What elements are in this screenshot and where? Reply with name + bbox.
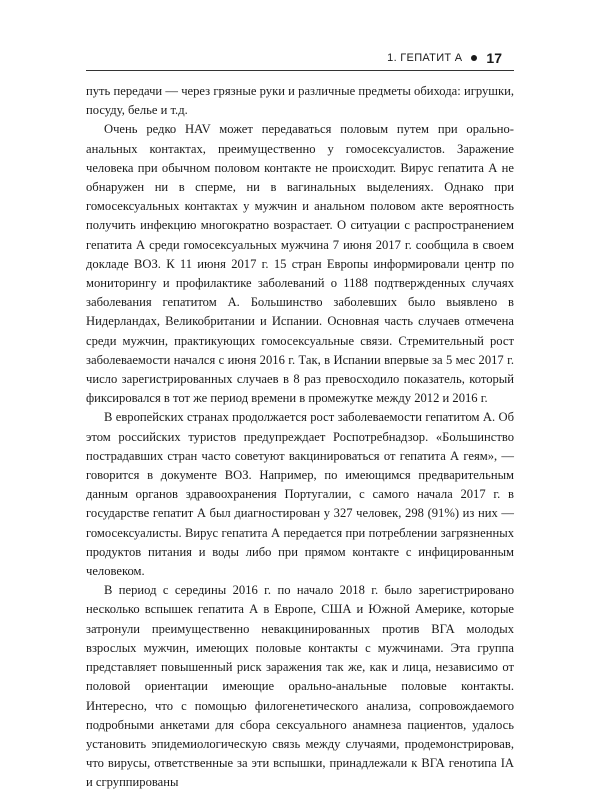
section-label: 1. ГЕПАТИТ А [387, 52, 463, 64]
bullet-separator [471, 55, 477, 61]
body-text [86, 82, 514, 793]
paragraph-4: В период с середины 2016 г. по начало 2018 г. было зарегистрировано несколько вспышек гепатита А в Европе, США и Южной Америке, которые затронули преимущественно невакцинированных против ВГА молодых взрослых мужчин, имеющих половые контакты с мужчинами. Эта группа представляет повышенный риск заражения так же, как и лица, независимо от половой ориентации имеющие орально-анальные половые контакты. Интересно, что с помощью филогенетического анализа, сопровождаемого подробными анкетами для сбора сексуального анамнеза пациентов, удалось установить эпидемиологическую связь между случаями, продемонстрировав, что вирусы, ответственные за эти вспышки, принадлежали к ВГА генотипа IA и сгруппированы [86, 583, 514, 790]
page-number: 17 [486, 50, 502, 66]
paragraph-2: Очень редко HAV может передаваться половым путем при орально-анальных контактах, преимущественно у гомосексуалистов. Заражение человека при обычном половом контакте не происходит. Вирус гепатита А не обнаружен ни в сперме, ни в вагинальных выделениях. Однако при гомосексуальных контактах у мужчин и анальном половом акте вероятность получить инфекцию многократно возрастает. О ситуации с распространением гепатита А среди гомосексуальных мужчина 7 июня 2017 г. сообщила в своем докладе ВОЗ. К 11 июня 2017 г. 15 стран Европы информировали центр по мониторингу и профилактике заболеваний о 1188 подтвержденных случаях заболевания гепатитом А. Большинство заболевших было выявлено в Нидерландах, Великобритании и Испании. Основная часть случаев отмечена среди мужчин, практикующих гомосексуальные связи. Стремительный рост заболеваемости начался с июня 2016 г. Так, в Испании впервые за 5 мес 2017 г. число зарегистрированных случаев в 8 раз превосходило показатель, который фиксировался в тот же период времени в промежутке между 2012 и 2016 г. [86, 122, 514, 406]
paragraph-1: путь передачи — через грязные руки и различные предметы обихода: игрушки, посуду, белье и т.д. [86, 84, 514, 118]
running-head [387, 50, 502, 66]
paragraph-3: В европейских странах продолжается рост заболеваемости гепатитом А. Об этом российских туристов предупреждает Роспотребнадзор. «Большинство пострадавших стран часто советуют вакцинироваться от гепатита А геям», — говорится в документе ВОЗ. Например, по имеющимся предварительным данным органов здравоохранения Португалии, с самого начала 2017 г. в государстве гепатит А был диагностирован у 327 человек, 298 (91%) из них — гомосексуалисты. Вирус гепатита А передается при потреблении загрязненных продуктов питания и воды либо при прямом контакте с инфицированным человеком. [86, 410, 514, 579]
header-rule [86, 70, 514, 71]
